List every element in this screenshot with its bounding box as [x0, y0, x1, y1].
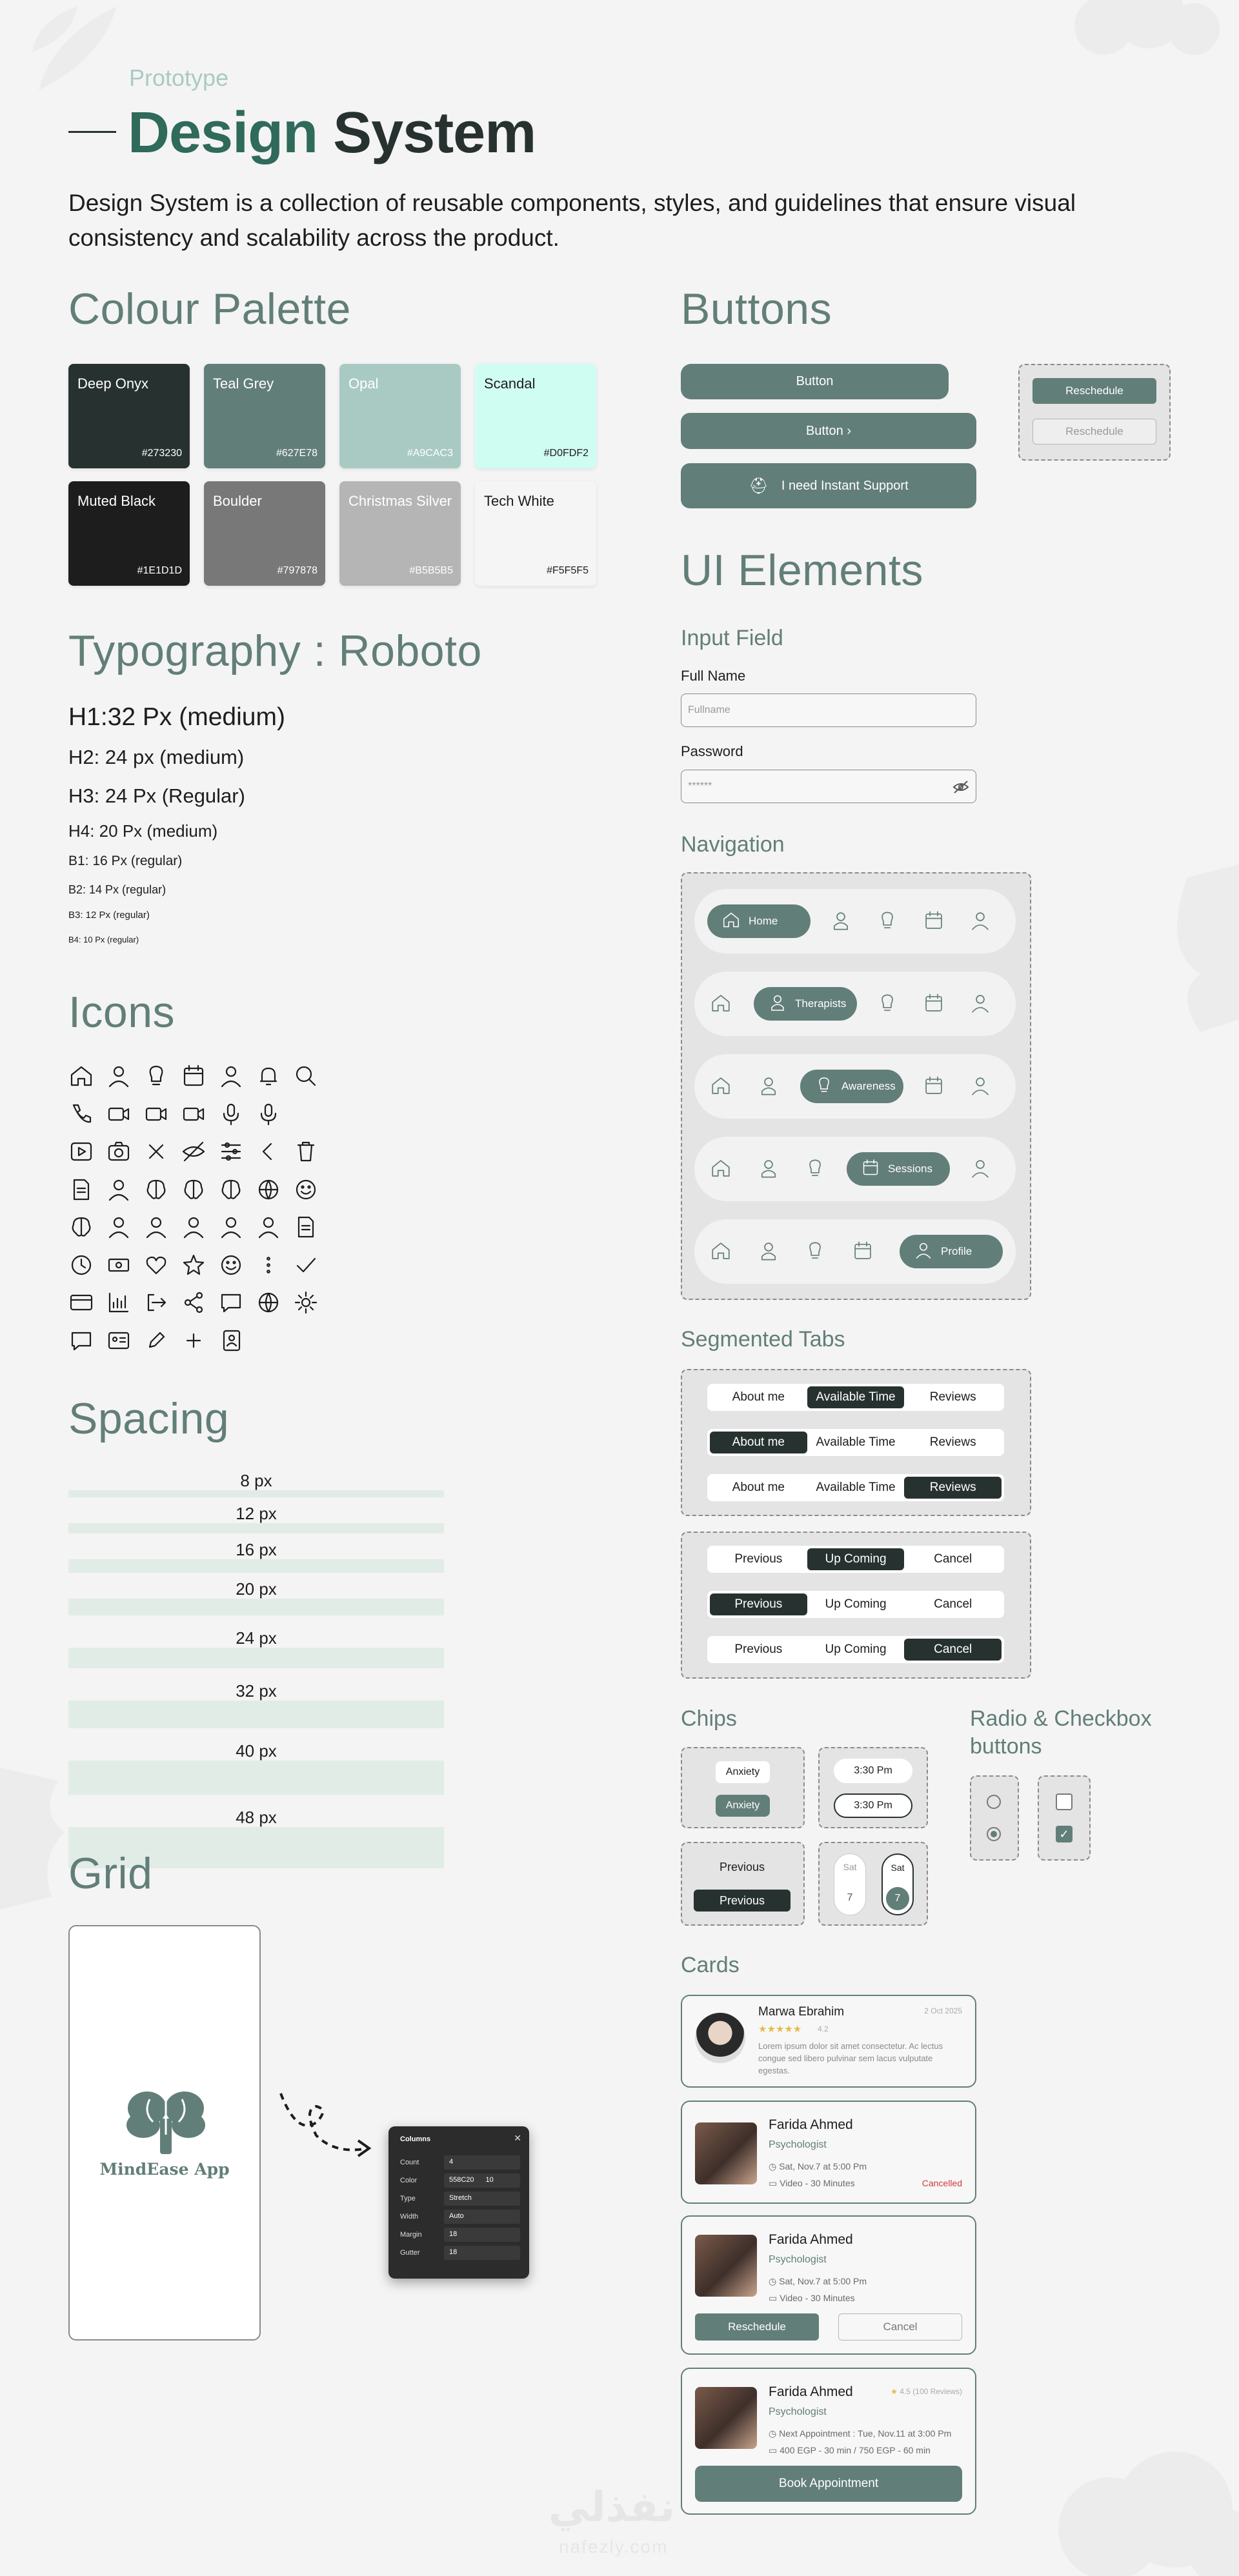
watermark-latin: nafezly.com [559, 2537, 669, 2557]
user-icon [218, 1214, 244, 1240]
value-text: 558C20 [449, 2176, 474, 2184]
nav-item-label: Therapists [795, 997, 847, 1010]
full-name-input[interactable]: Fullname [681, 694, 976, 727]
nav-bar [694, 889, 1016, 954]
radio-unchecked[interactable] [987, 1795, 1001, 1809]
radio-checkbox-title-line1: Radio & Checkbox [970, 1706, 1152, 1731]
spacing-value: 24 px [236, 1628, 277, 1648]
nav-item-active[interactable] [800, 1070, 903, 1103]
smile-icon [218, 1252, 244, 1278]
home-icon[interactable] [710, 1075, 733, 1098]
nav-item-active[interactable] [754, 987, 857, 1021]
spacing-bar [68, 1559, 444, 1573]
clock-icon: ◷ [769, 2428, 777, 2439]
panel-row-value[interactable] [444, 2192, 520, 2206]
swatch-hex: #797878 [277, 565, 317, 576]
rating-stars-icon: ★★★★★ [758, 2024, 802, 2035]
date-chips [818, 1842, 928, 1926]
rating-text: 4.5 (100 Reviews) [900, 2387, 962, 2396]
page-title [128, 100, 536, 166]
calendar-icon[interactable] [923, 1075, 946, 1098]
button-with-chevron[interactable] [681, 413, 976, 449]
user-icon [106, 1063, 132, 1089]
lightbulb-icon [814, 1075, 834, 1098]
button-label: I need Instant Support [781, 478, 909, 493]
heart-icon [143, 1252, 169, 1278]
segment-tab[interactable]: Up Coming [825, 1642, 887, 1656]
home-icon[interactable] [710, 1157, 733, 1181]
trash-icon [293, 1139, 319, 1164]
reviewer-name: Marwa Ebrahim [758, 2005, 845, 2019]
chevron-left-icon [256, 1139, 281, 1164]
more-vertical-icon [256, 1252, 281, 1278]
id-card-icon [106, 1328, 132, 1353]
lightbulb-icon [143, 1063, 169, 1089]
money-icon [106, 1252, 132, 1278]
time-chips [818, 1747, 928, 1828]
profile-icon [914, 1241, 933, 1263]
segment-tab[interactable]: Available Time [807, 1386, 905, 1408]
plus-icon [181, 1328, 206, 1353]
segmented-control [707, 1636, 1004, 1663]
eye-off-icon[interactable] [952, 779, 969, 795]
instant-support-button[interactable] [681, 463, 976, 508]
swatch-name: Tech White [484, 493, 554, 509]
user-icon [106, 1177, 132, 1203]
spacing-value: 48 px [236, 1808, 277, 1828]
nav-bar [694, 972, 1016, 1036]
panel-row-value[interactable] [444, 2210, 520, 2224]
spacing-value: 8 px [240, 1471, 272, 1490]
brain-icon [68, 1214, 94, 1240]
profile-icon[interactable] [969, 1157, 992, 1181]
avatar [695, 2013, 745, 2063]
swatch-hex: #1E1D1D [137, 565, 182, 576]
therapist-role: Psychologist [769, 2406, 827, 2417]
segment-tab[interactable]: Cancel [904, 1639, 1002, 1661]
icons-title: Icons [68, 988, 176, 1037]
value-text: 4 [449, 2158, 454, 2166]
colour-swatch [339, 481, 461, 586]
document-icon [293, 1214, 319, 1240]
review-text: Lorem ipsum dolor sit amet consectetur. Ac lectus congue sed libero pulvinar sem lacus vulputate egestas. [758, 2041, 943, 2075]
panel-row-label: Type [400, 2195, 416, 2202]
home-icon[interactable] [710, 992, 733, 1015]
panel-row-value[interactable] [444, 2228, 520, 2242]
calendar-icon [181, 1063, 206, 1089]
eyebrow-label: Prototype [129, 65, 229, 91]
type-text: Video - 30 Minutes [780, 2293, 855, 2303]
value-text: Auto [449, 2212, 464, 2220]
therapist-card[interactable] [681, 2368, 976, 2515]
navigation-title: Navigation [681, 832, 785, 857]
segmented-control [707, 1591, 1004, 1618]
swatch-name: Scandal [484, 375, 536, 392]
therapist-icon[interactable] [758, 1157, 781, 1181]
type-h4: H4: 20 Px (medium) [68, 821, 218, 841]
eye-off-icon [181, 1139, 206, 1164]
therapist-role: Psychologist [769, 2139, 827, 2150]
phone-icon [68, 1101, 94, 1127]
nav-bar [694, 1054, 1016, 1119]
video-icon [106, 1101, 132, 1127]
appointment-time [769, 2161, 867, 2172]
colour-swatch [68, 481, 190, 586]
calendar-icon[interactable] [923, 992, 946, 1015]
nav-item-active[interactable] [900, 1235, 1003, 1268]
next-appointment [769, 2428, 951, 2439]
panel-row-value[interactable] [444, 2246, 520, 2260]
panel-row-label: Color [400, 2177, 418, 2184]
colour-swatch [204, 481, 325, 586]
calendar-icon[interactable] [923, 910, 946, 933]
value-extra: 10 [485, 2176, 494, 2184]
therapist-icon[interactable] [758, 1075, 781, 1098]
lightbulb-icon[interactable] [804, 1157, 827, 1181]
page-title-primary: Design [128, 101, 318, 165]
therapist-photo [695, 2235, 757, 2297]
microphone-icon [256, 1101, 281, 1127]
close-icon[interactable]: ✕ [514, 2133, 521, 2143]
logout-icon [143, 1290, 169, 1315]
profile-icon[interactable] [969, 910, 992, 933]
nav-item-label: Profile [941, 1245, 972, 1257]
appointment-card-upcoming[interactable] [681, 2215, 976, 2355]
nav-item-label: Sessions [888, 1163, 932, 1175]
radio-checkbox-title-line2: buttons [970, 1734, 1042, 1759]
calendar-icon[interactable] [852, 1240, 875, 1263]
therapist-icon[interactable] [830, 910, 853, 933]
therapist-role: Psychologist [769, 2254, 827, 2265]
type-b4: B4: 10 Px (regular) [68, 935, 139, 944]
filter-chips [681, 1842, 805, 1926]
spacing-bar [68, 1599, 444, 1616]
swatch-hex: #B5B5B5 [409, 565, 453, 576]
spacing-value: 20 px [236, 1579, 277, 1599]
segmented-control [707, 1384, 1004, 1411]
arrow-curve-icon [277, 2090, 374, 2161]
swatch-hex: #273230 [141, 448, 182, 459]
segment-tab[interactable]: Previous [734, 1642, 783, 1656]
price-text: 400 EGP - 30 min / 750 EGP - 60 min [780, 2445, 931, 2455]
swatch-name: Deep Onyx [77, 375, 149, 392]
password-label: Password [681, 743, 743, 759]
home-icon[interactable] [710, 1240, 733, 1263]
spacing-bar [68, 1490, 444, 1497]
button-label: Button [805, 423, 843, 438]
chart-icon [106, 1290, 132, 1315]
segment-tab[interactable]: Reviews [929, 1435, 976, 1449]
cancel-button[interactable]: Cancel [838, 2313, 962, 2341]
bell-icon [256, 1063, 281, 1089]
spacing-value: 40 px [236, 1741, 277, 1761]
profile-icon[interactable] [969, 1075, 992, 1098]
brain-icon [218, 1177, 244, 1203]
puzzle-decoration-left [0, 1755, 71, 1910]
chevron-right-icon: › [847, 423, 852, 438]
date-label: 7 [847, 1892, 853, 1903]
segment-tab[interactable]: Up Coming [825, 1597, 887, 1611]
therapist-icon [768, 993, 787, 1015]
segment-tab[interactable]: About me [732, 1481, 785, 1494]
video-icon [143, 1101, 169, 1127]
spacing-value: 16 px [236, 1539, 277, 1559]
segment-tab[interactable]: About me [710, 1432, 807, 1453]
segmented-control [707, 1474, 1004, 1501]
chat-icon [68, 1328, 94, 1353]
radio-buttons [970, 1775, 1019, 1861]
book-appointment-button[interactable]: Book Appointment [695, 2466, 962, 2502]
appointment-card-cancelled[interactable] [681, 2101, 976, 2204]
panel-row-label: Count [400, 2159, 419, 2166]
clock-icon: ◷ [769, 2161, 777, 2172]
therapist-name: Farida Ahmed [769, 2117, 853, 2132]
smile-icon [293, 1177, 319, 1203]
puzzle-decoration [1162, 864, 1239, 1032]
credit-card-icon [68, 1290, 94, 1315]
time-chip-selected[interactable]: 3:30 Pm [834, 1793, 912, 1818]
play-icon [68, 1139, 94, 1164]
nav-item-label: Awareness [841, 1080, 896, 1092]
password-input[interactable] [681, 770, 976, 803]
user-icon [143, 1214, 169, 1240]
segment-tab[interactable]: Previous [710, 1593, 807, 1615]
leaf-decoration [26, 0, 129, 97]
segment-tab[interactable]: Available Time [816, 1481, 896, 1494]
clock-icon [68, 1252, 94, 1278]
microphone-icon [218, 1101, 244, 1127]
panel-row-label: Margin [400, 2231, 422, 2239]
brain-icon [181, 1177, 206, 1203]
type-text: Video - 30 Minutes [780, 2178, 855, 2188]
colour-swatch [475, 481, 596, 586]
support-person-icon: ⛑ [749, 477, 769, 495]
day-label: Sat [891, 1862, 905, 1873]
check-icon [293, 1252, 319, 1278]
reschedule-button-disabled[interactable]: Reschedule [1032, 419, 1156, 444]
close-icon [143, 1139, 169, 1164]
calendar-icon [861, 1158, 880, 1181]
panel-row-label: Gutter [400, 2249, 420, 2257]
home-icon [68, 1063, 94, 1089]
chat-icon [218, 1290, 244, 1315]
password-value: ****** [688, 781, 712, 792]
profile-icon[interactable] [969, 992, 992, 1015]
nav-item-active[interactable] [847, 1152, 950, 1186]
type-b1: B1: 16 Px (regular) [68, 854, 183, 868]
nav-item-active[interactable] [707, 904, 811, 938]
spacing-value: 12 px [236, 1503, 277, 1523]
review-date: 2 Oct 2025 [924, 2006, 962, 2015]
tag-chips [681, 1747, 805, 1828]
cloud-decoration [1065, 0, 1233, 58]
segment-tab[interactable]: Previous [734, 1552, 783, 1566]
previous-chip[interactable]: Previous [719, 1860, 765, 1873]
value-text: Stretch [449, 2194, 472, 2202]
swatch-hex: #D0FDF2 [543, 448, 589, 459]
globe-icon [256, 1177, 281, 1203]
chips-title: Chips [681, 1706, 737, 1731]
page-title-secondary: System [333, 101, 536, 165]
typography-title: Typography : Roboto [68, 626, 482, 675]
lightbulb-icon[interactable] [804, 1240, 827, 1263]
pencil-icon [143, 1328, 169, 1353]
app-name: MindEase App [99, 2160, 230, 2179]
colour-swatch [68, 364, 190, 468]
therapist-icon[interactable] [758, 1240, 781, 1263]
swatch-hex: #627E78 [276, 448, 317, 459]
spacing-bar [68, 1648, 444, 1668]
gear-icon [293, 1290, 319, 1315]
value-text: 18 [449, 2230, 458, 2238]
user-icon [181, 1214, 206, 1240]
grid-settings-panel [388, 2126, 529, 2279]
panel-row-value[interactable] [444, 2155, 520, 2170]
title-rule [68, 131, 116, 133]
intro-text: Design System is a collection of reusable components, styles, and guidelines that ensure visual consistency and scalability across the product. [68, 190, 1076, 251]
swatch-hex: #A9CAC3 [407, 448, 453, 459]
brain-icon [143, 1177, 169, 1203]
appointment-time [769, 2276, 867, 2287]
status-badge: Cancelled [922, 2178, 962, 2188]
rating-value: 4.2 [818, 2024, 829, 2033]
price-info [769, 2445, 931, 2456]
share-icon [181, 1290, 206, 1315]
swatch-name: Muted Black [77, 493, 156, 509]
colour-swatch [204, 364, 325, 468]
watermark-arabic: نفذلي [549, 2484, 675, 2531]
user-icon [256, 1214, 281, 1240]
colour-swatch [339, 364, 461, 468]
globe-icon [256, 1290, 281, 1315]
brain-logo-icon [124, 2086, 208, 2157]
previous-chip-selected[interactable]: Previous [694, 1890, 791, 1912]
full-name-label: Full Name [681, 668, 746, 684]
grid-title: Grid [68, 1849, 153, 1898]
date-label: 7 [886, 1887, 909, 1910]
ui-elements-title: UI Elements [681, 546, 923, 595]
segment-tab[interactable]: Cancel [934, 1552, 972, 1566]
reschedule-states [1018, 364, 1171, 461]
star-icon: ★ [891, 2387, 898, 2396]
time-text: Sat, Nov.7 at 5:00 Pm [779, 2276, 867, 2286]
home-icon [721, 910, 741, 933]
input-field-title: Input Field [681, 626, 783, 650]
checkboxes [1038, 1775, 1091, 1861]
segmented-control [707, 1546, 1004, 1573]
therapist-name: Farida Ahmed [769, 2384, 853, 2399]
video-icon: ▭ [769, 2293, 778, 2303]
type-h3: H3: 24 Px (Regular) [68, 784, 245, 807]
rating-summary [891, 2387, 962, 2396]
appointment-type [769, 2293, 855, 2304]
colour-swatch [475, 364, 596, 468]
next-text: Next Appointment : Tue, Nov.11 at 3:00 Pm [779, 2428, 952, 2439]
user-icon [218, 1063, 244, 1089]
segmented-tabs-title: Segmented Tabs [681, 1327, 845, 1352]
nav-bar [694, 1219, 1016, 1284]
date-chip[interactable] [834, 1853, 866, 1915]
star-icon [181, 1252, 206, 1278]
swatch-name: Teal Grey [213, 375, 274, 392]
segment-tab[interactable]: Available Time [816, 1435, 896, 1449]
reschedule-button[interactable]: Reschedule [695, 2313, 819, 2341]
review-card[interactable] [681, 1995, 976, 2088]
panel-title: Columns [400, 2135, 431, 2143]
value-text: 18 [449, 2248, 458, 2256]
primary-button[interactable]: Button [681, 364, 949, 399]
type-b2: B2: 14 Px (regular) [68, 883, 166, 896]
segment-tab[interactable]: Cancel [934, 1597, 972, 1611]
time-text: Sat, Nov.7 at 5:00 Pm [779, 2161, 867, 2172]
spacing-value: 32 px [236, 1681, 277, 1701]
cloud-decoration-bottom [1058, 2451, 1239, 2576]
cards-title: Cards [681, 1953, 740, 1977]
segmented-control [707, 1429, 1004, 1456]
segment-tab[interactable]: About me [732, 1390, 785, 1404]
spacing-bar [68, 1701, 444, 1728]
contact-icon [218, 1328, 244, 1353]
camera-icon [106, 1139, 132, 1164]
therapist-name: Farida Ahmed [769, 2232, 853, 2247]
therapist-photo [695, 2387, 757, 2449]
search-icon [293, 1063, 319, 1089]
lightbulb-icon[interactable] [876, 992, 900, 1015]
swatch-name: Christmas Silver [348, 493, 452, 509]
radio-checked[interactable] [987, 1827, 1001, 1841]
checkbox-checked[interactable]: ✓ [1056, 1826, 1073, 1842]
date-chip-selected[interactable] [881, 1853, 914, 1915]
clock-icon: ◷ [769, 2276, 777, 2286]
money-icon: ▭ [769, 2445, 778, 2455]
spacing-title: Spacing [68, 1394, 230, 1443]
anxiety-chip[interactable]: Anxiety [716, 1761, 770, 1783]
sliders-icon [218, 1139, 244, 1164]
type-h1: H1:32 Px (medium) [68, 703, 285, 731]
palette-title: Colour Palette [68, 285, 351, 334]
swatch-name: Boulder [213, 493, 262, 509]
video-icon: ▭ [769, 2178, 778, 2188]
segment-tab[interactable]: Reviews [929, 1390, 976, 1404]
therapist-photo [695, 2122, 757, 2184]
swatch-hex: #F5F5F5 [547, 565, 589, 576]
anxiety-chip-selected[interactable]: Anxiety [716, 1795, 770, 1817]
type-h2: H2: 24 px (medium) [68, 746, 245, 768]
reschedule-button[interactable]: Reschedule [1032, 378, 1156, 404]
panel-row-value[interactable] [444, 2173, 520, 2188]
document-icon [68, 1177, 94, 1203]
buttons-title: Buttons [681, 285, 832, 334]
time-chip[interactable]: 3:30 Pm [834, 1759, 912, 1783]
phone-frame [68, 1925, 261, 2341]
spacing-bar [68, 1523, 444, 1533]
user-icon [106, 1214, 132, 1240]
type-b3: B3: 12 Px (regular) [68, 910, 150, 921]
checkbox-unchecked[interactable] [1056, 1793, 1073, 1810]
panel-row-label: Width [400, 2213, 419, 2221]
day-label: Sat [843, 1862, 857, 1872]
nav-bar [694, 1137, 1016, 1201]
segment-tab[interactable]: Up Coming [807, 1548, 905, 1570]
video-icon [181, 1101, 206, 1127]
swatch-name: Opal [348, 375, 379, 392]
nav-item-label: Home [749, 915, 778, 927]
lightbulb-icon[interactable] [876, 910, 900, 933]
appointment-type [769, 2178, 855, 2189]
spacing-bar [68, 1761, 444, 1795]
segment-tab[interactable]: Reviews [904, 1477, 1002, 1499]
